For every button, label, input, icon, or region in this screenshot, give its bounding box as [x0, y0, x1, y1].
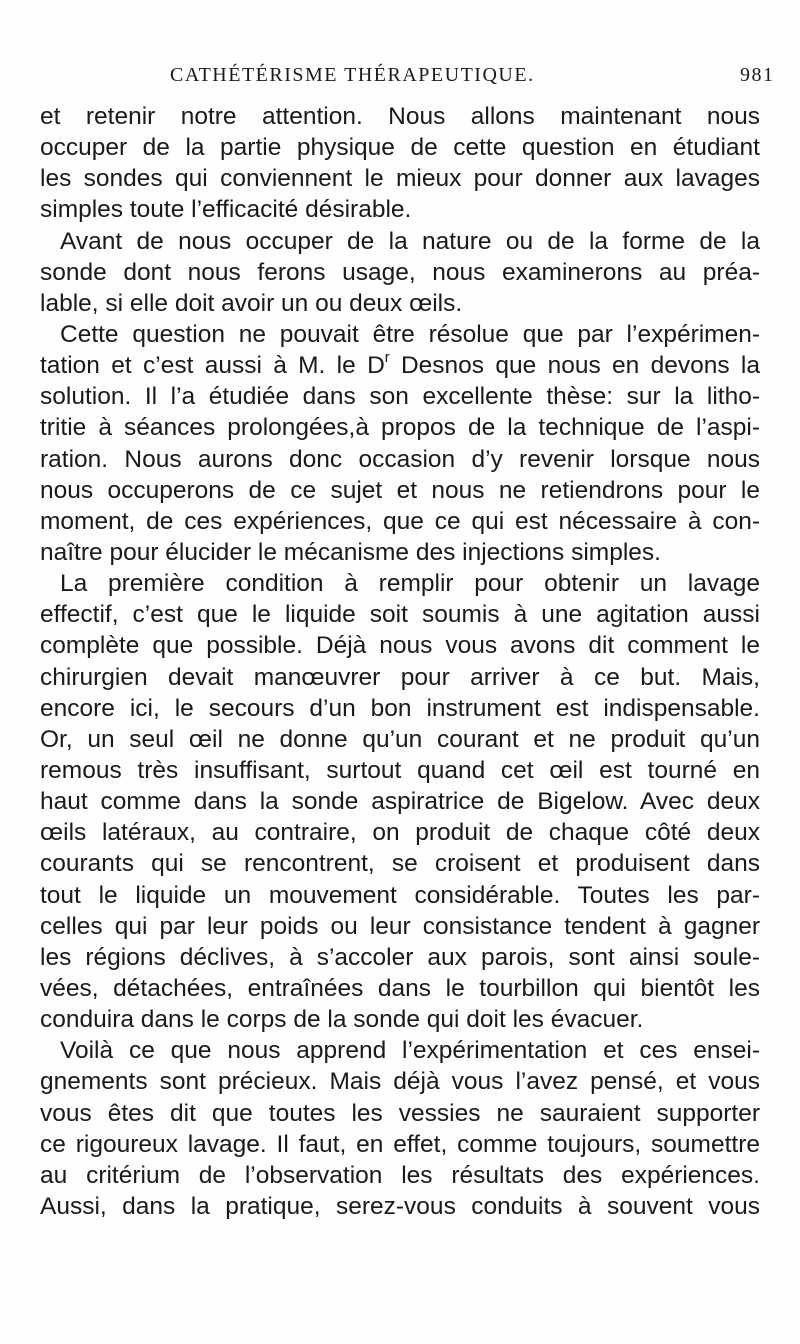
line-text-segment: Desnos que nous en devons la [389, 352, 760, 380]
text-line: simples toute l’efficacité désirable. [40, 196, 412, 224]
text-line: haut comme dans la sonde aspiratrice de Bigelow. Avec deux [40, 788, 760, 816]
paragraph-start-line: Avant de nous occuper de la nature ou de la forme de la [60, 227, 760, 255]
text-line: nous occuperons de ce sujet et nous ne retiendrons pour le [40, 476, 760, 504]
running-head [0, 64, 800, 94]
text-line: naître pour élucider le mécanisme des injections simples. [40, 538, 661, 566]
paragraph-start-line: Cette question ne pouvait être résolue que par l’expérimen- [60, 320, 760, 348]
text-line: au critérium de l’observation les résultats des expériences. [40, 1161, 760, 1189]
text-line: gnements sont précieux. Mais déjà vous l’avez pensé, et vous [40, 1068, 760, 1096]
text-line: Aussi, dans la pratique, serez-vous conduits à souvent vous [40, 1192, 760, 1220]
page-number: 981 [740, 64, 775, 86]
text-line: celles qui par leur poids ou leur consistance tendent à gagner [40, 912, 760, 940]
text-line: ration. Nous aurons donc occasion d’y revenir lorsque nous [40, 445, 760, 473]
paragraph-start-line: Voilà ce que nous apprend l’expérimentation et ces ensei- [60, 1037, 760, 1065]
text-line: solution. Il l’a étudiée dans son excellente thèse: sur la litho- [40, 383, 760, 411]
text-line: remous très insuffisant, surtout quand cet œil est tourné en [40, 756, 760, 784]
running-title: CATHÉTÉRISME THÉRAPEUTIQUE. [170, 64, 535, 86]
text-line: chirurgien devait manœuvrer pour arriver à ce but. Mais, [40, 663, 760, 691]
text-line: les sondes qui conviennent le mieux pour donner aux lavages [40, 165, 760, 193]
text-line: vous êtes dit que toutes les vessies ne sauraient supporter [40, 1099, 760, 1127]
body-text [40, 101, 760, 1222]
text-line: courants qui se rencontrent, se croisent et produisent dans [40, 850, 760, 878]
text-line: encore ici, le secours d’un bon instrument est indispensable. [40, 694, 760, 722]
text-line: occuper de la partie physique de cette question en étudiant [40, 134, 760, 162]
text-line: Or, un seul œil ne donne qu’un courant et ne produit qu’un [40, 725, 760, 753]
text-line: ce rigoureux lavage. Il faut, en effet, comme toujours, soumettre [40, 1130, 760, 1158]
text-line: tout le liquide un mouvement considérable. Toutes les par- [40, 881, 760, 909]
text-line: vées, détachées, entraînées dans le tourbillon qui bientôt les [40, 974, 760, 1002]
text-line: œils latéraux, au contraire, on produit de chaque côté deux [40, 819, 760, 847]
text-line: effectif, c’est que le liquide soit soumis à une agitation aussi [40, 601, 760, 629]
text-line: tritie à séances prolongées,à propos de la technique de l’aspi- [40, 414, 760, 442]
text-line: sonde dont nous ferons usage, nous examinerons au préa- [40, 258, 760, 286]
text-line: les régions déclives, à s’accoler aux parois, sont ainsi soule- [40, 943, 760, 971]
text-line: complète que possible. Déjà nous vous avons dit comment le [40, 632, 760, 660]
superscript-abbreviation: r [384, 350, 390, 367]
paragraph-start-line: La première condition à remplir pour obtenir un lavage [60, 570, 760, 598]
text-line: conduira dans le corps de la sonde qui doit les évacuer. [40, 1006, 644, 1034]
text-line: et retenir notre attention. Nous allons maintenant nous [40, 103, 760, 130]
text-line: moment, de ces expériences, que ce qui est nécessaire à con- [40, 507, 760, 535]
text-line: lable, si elle doit avoir un ou deux œils. [40, 289, 463, 317]
line-text-segment: tation et c’est aussi à M. le D [40, 352, 385, 380]
text-line [40, 350, 760, 381]
